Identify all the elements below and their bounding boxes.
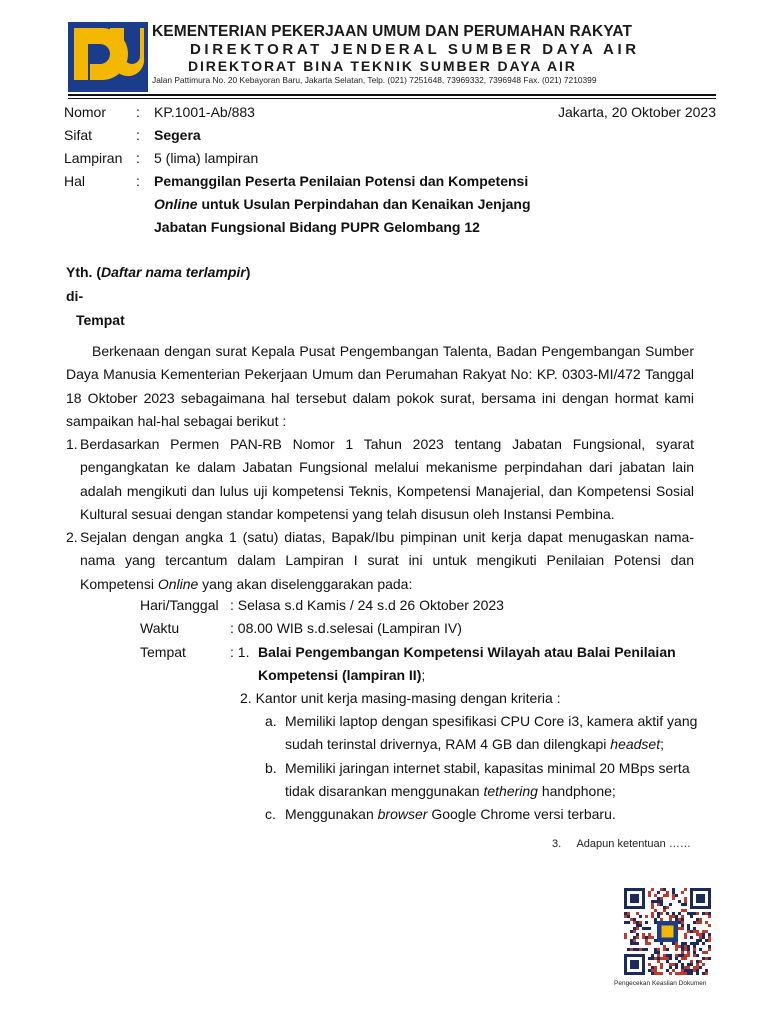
lampiran-label: Lampiran	[64, 150, 123, 166]
yth-prefix: Yth. (	[66, 264, 101, 280]
hal-label: Hal	[64, 173, 86, 189]
criteria-b-post: handphone;	[537, 783, 616, 800]
sifat-value: Segera	[154, 127, 201, 143]
directorate-general: DIREKTORAT JENDERAL SUMBER DAYA AIR	[190, 41, 640, 58]
item2-online: Online	[157, 575, 199, 592]
lampiran-value: 5 (lima) lampiran	[154, 150, 259, 166]
colon: :	[136, 150, 140, 166]
di-line: di-	[66, 288, 84, 304]
continuation-note	[552, 838, 691, 850]
continuation-text: Adapun ketentuan ……	[576, 838, 691, 850]
criteria-b	[265, 757, 705, 804]
sifat-label: Sifat	[64, 127, 93, 143]
opening-paragraph: Berkenaan dengan surat Kepala Pusat Pengembangan Talenta, Badan Pengembangan Sumber Daya Manusia Kementerian Pekerjaan Umum dan Perumahan Rakyat No: KP. 0303-MI/472 Tanggal 18 Oktober 2023 sebagaimana hal tersebut dalam pokok surat, bersama ini dengan hormat kami sampaikan hal-hal sebagai berikut :	[66, 343, 694, 429]
criteria-c-text	[285, 803, 705, 826]
tempat1-suffix: ;	[421, 667, 426, 684]
criteria-c-post: Google Chrome versi terbaru.	[427, 806, 616, 822]
ministry-name: KEMENTERIAN PEKERJAAN UMUM DAN PERUMAHAN RAKYAT	[152, 23, 633, 40]
subject	[154, 170, 594, 239]
sifat-row	[64, 124, 716, 147]
qr-code-graphic	[618, 888, 718, 978]
criteria-c-italic: browser	[377, 806, 428, 822]
criteria-b-text	[285, 757, 705, 804]
item2-post: yang akan diselenggarakan pada:	[198, 575, 413, 592]
letterhead	[68, 22, 716, 94]
yth-line	[66, 260, 250, 284]
list-number: 2.	[66, 529, 78, 545]
colon: :	[136, 127, 140, 143]
tempat1-text	[258, 641, 694, 688]
subject-online: Online	[154, 196, 198, 212]
letter-meta	[64, 101, 716, 235]
qr-caption: Pengecekan Keaslian Dokumen	[614, 980, 707, 987]
list-item-2-text	[80, 526, 694, 596]
tempat1-bold: Balai Pengembangan Kompetensi Wilayah atau Balai Penilaian Kompetensi (lampiran II)	[258, 644, 676, 684]
tempat-line: Tempat	[76, 312, 125, 328]
list-item-1	[66, 433, 694, 526]
directorate: DIREKTORAT BINA TEKNIK SUMBER DAYA AIR	[188, 58, 577, 74]
criteria-letter: b.	[265, 760, 277, 776]
criteria-a-pre: Memiliki laptop dengan spesifikasi CPU Core i3, kamera aktif yang sudah terinstal drivernya, RAM 4 GB dan dilengkapi	[285, 713, 698, 753]
criteria-c	[265, 803, 705, 826]
tempat-option-1	[230, 641, 694, 688]
item2-pre: Sejalan dengan angka 1 (satu) diatas, Bapak/Ibu pimpinan unit kerja dapat menugaskan nama-nama yang tercantum dalam Lampiran I surat ini untuk mengikuti Penilaian Potensi dan Kompetensi	[80, 529, 694, 592]
colon: :	[136, 104, 140, 120]
letterhead-address: Jalan Pattimura No. 20 Kebayoran Baru, Jakarta Selatan, Telp. (021) 7251648, 73969332, 7396948 Fax. (021) 7210399	[152, 75, 597, 85]
subject-line-1: Pemanggilan Peserta Penilaian Potensi dan Kompetensi	[154, 173, 529, 189]
nomor-row	[64, 101, 716, 124]
waktu-value: : 08.00 WIB s.d.selesai (Lampiran IV)	[230, 620, 462, 637]
qr-code-icon[interactable]	[618, 888, 718, 988]
addressee	[66, 260, 250, 332]
tempat1-prefix: : 1.	[230, 644, 250, 660]
criteria-a-post: ;	[660, 736, 664, 753]
lampiran-row	[64, 147, 716, 170]
criteria-b-pre: Memiliki jaringan internet stabil, kapasitas minimal 20 MBps serta tidak disarankan menggunakan	[285, 760, 690, 800]
criteria-b-italic: tethering	[483, 783, 538, 800]
criteria-a-italic: headset	[610, 736, 661, 753]
criteria-c-pre: Menggunakan	[285, 806, 378, 822]
nomor-value: KP.1001-Ab/883	[154, 104, 255, 120]
criteria-letter: c.	[265, 806, 276, 822]
list-item-1-text	[80, 433, 694, 526]
subject-line-3: Jabatan Fungsional Bidang PUPR Gelombang 12	[154, 219, 480, 235]
criteria-a	[265, 710, 705, 757]
letter-date: Jakarta, 20 Oktober 2023	[558, 104, 716, 120]
letterhead-divider-thin	[68, 98, 716, 99]
item1-text: Berdasarkan Permen PAN-RB Nomor 1 Tahun 2023 tentang Jabatan Fungsional, syarat pengangkatan ke dalam Jabatan Fungsional melalui mekanisme perpindahan dari jabatan lain adalah mengikuti dan lulus uji kompetensi Teknis, Kompetensi Manajerial, dan Kompetensi Sosial Kultural sesuai dengan standar kompetensi yang telah disusun oleh Instansi Pembina.	[80, 436, 694, 522]
hari-label: Hari/Tanggal	[140, 597, 219, 613]
pupr-logo-icon	[68, 22, 148, 92]
tempat-option-2: 2. Kantor unit kerja masing-masing dengan kriteria :	[240, 690, 561, 706]
list-number: 1.	[66, 436, 78, 452]
letterhead-divider	[68, 94, 716, 96]
continuation-number: 3.	[552, 838, 562, 850]
waktu-label: Waktu	[140, 620, 180, 637]
colon: :	[136, 173, 140, 189]
letterhead-text	[152, 22, 716, 86]
hari-value: : Selasa s.d Kamis / 24 s.d 26 Oktober 2023	[230, 597, 504, 613]
criteria-a-text	[285, 710, 705, 757]
yth-recipient: Daftar nama terlampir	[101, 264, 246, 280]
tempat-label: Tempat	[140, 643, 186, 660]
nomor-label: Nomor	[64, 104, 107, 120]
criteria-letter: a.	[265, 713, 277, 729]
subject-line-2-rest: untuk Usulan Perpindahan dan Kenaikan Jenjang	[197, 196, 531, 212]
subject-line-2	[154, 193, 594, 216]
yth-suffix: )	[245, 264, 251, 280]
list-item-2	[66, 526, 694, 596]
